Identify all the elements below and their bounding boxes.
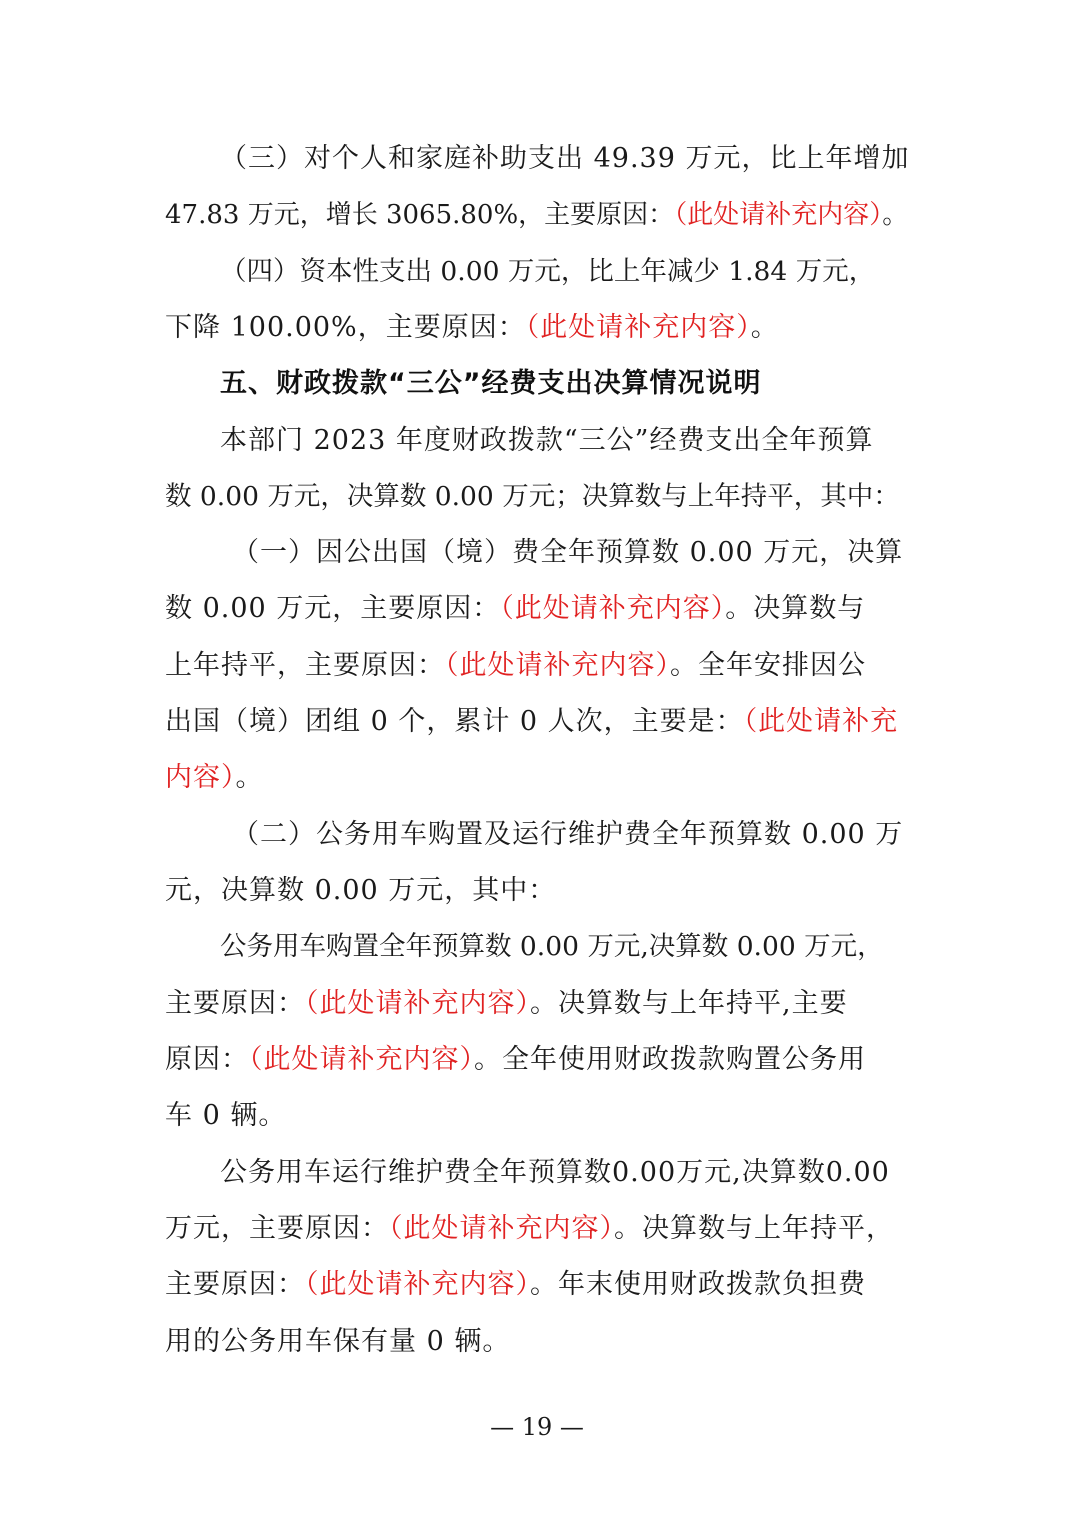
paragraph-line: 原因：（此处请补充内容）。全年使用财政拨款购置公务用 — [165, 1044, 866, 1075]
placeholder-text: （此处请补充 — [743, 706, 899, 737]
placeholder-text: （此处请补充内容） — [389, 1213, 614, 1244]
paragraph-line: （四）资本性支出 0.00 万元，比上年减少 1.84 万元， — [220, 256, 876, 287]
paragraph-line: 主要原因：（此处请补充内容）。年末使用财政拨款负担费 — [165, 1269, 866, 1300]
paragraph-line: 元，决算数 0.00 万元，其中： — [165, 875, 557, 906]
paragraph-line: 主要原因：（此处请补充内容）。决算数与上年持平,主要 — [165, 988, 848, 1019]
paragraph-line: （二）公务用车购置及运行维护费全年预算数 0.00 万 — [232, 819, 904, 850]
paragraph-line: 47.83 万元，增长 3065.80%，主要原因：（此处请补充内容）。 — [165, 200, 909, 230]
placeholder-text: （此处请补充内容） — [445, 650, 670, 681]
paragraph-line: 出国（境）团组 0 个，累计 0 人次，主要是：（此处请补充 — [165, 706, 899, 737]
placeholder-text: （此处请补充内容） — [525, 312, 751, 343]
placeholder-text: （此处请补充内容） — [500, 593, 726, 624]
paragraph-line: 万元，主要原因：（此处请补充内容）。决算数与上年持平， — [165, 1213, 894, 1244]
paragraph-line: 公务用车运行维护费全年预算数0.00万元,决算数0.00 — [220, 1157, 890, 1188]
placeholder-text: （此处请补充内容） — [249, 1044, 474, 1075]
paragraph-line: 上年持平，主要原因：（此处请补充内容）。全年安排因公 — [165, 650, 866, 681]
section-heading: 五、财政拨款“三公”经费支出决算情况说明 — [220, 368, 762, 399]
paragraph-line: 公务用车购置全年预算数 0.00 万元,决算数 0.00 万元， — [220, 931, 884, 962]
page-number: — 19 — — [490, 1413, 584, 1441]
paragraph-line: 下降 100.00%，主要原因：（此处请补充内容）。 — [165, 312, 779, 343]
paragraph-line: 车 0 辆。 — [165, 1100, 287, 1131]
paragraph-line: （一）因公出国（境）费全年预算数 0.00 万元，决算 — [232, 537, 904, 568]
placeholder-text: （此处请补充内容） — [305, 988, 530, 1019]
paragraph-line: 内容）。 — [165, 762, 264, 793]
paragraph-line: 数 0.00 万元，主要原因：（此处请补充内容）。决算数与 — [165, 593, 866, 624]
paragraph-line: 本部门 2023 年度财政拨款“三公”经费支出全年预算 — [220, 425, 874, 456]
placeholder-text: （此处请补充内容） — [305, 1269, 530, 1300]
placeholder-text: 内容） — [165, 762, 236, 793]
placeholder-text: （此处请补充内容） — [674, 200, 883, 230]
paragraph-line: 数 0.00 万元，决算数 0.00 万元；决算数与上年持平，其中： — [165, 481, 900, 512]
paragraph-line: 用的公务用车保有量 0 辆。 — [165, 1326, 511, 1357]
paragraph-line: （三）对个人和家庭补助支出 49.39 万元，比上年增加 — [220, 143, 910, 174]
